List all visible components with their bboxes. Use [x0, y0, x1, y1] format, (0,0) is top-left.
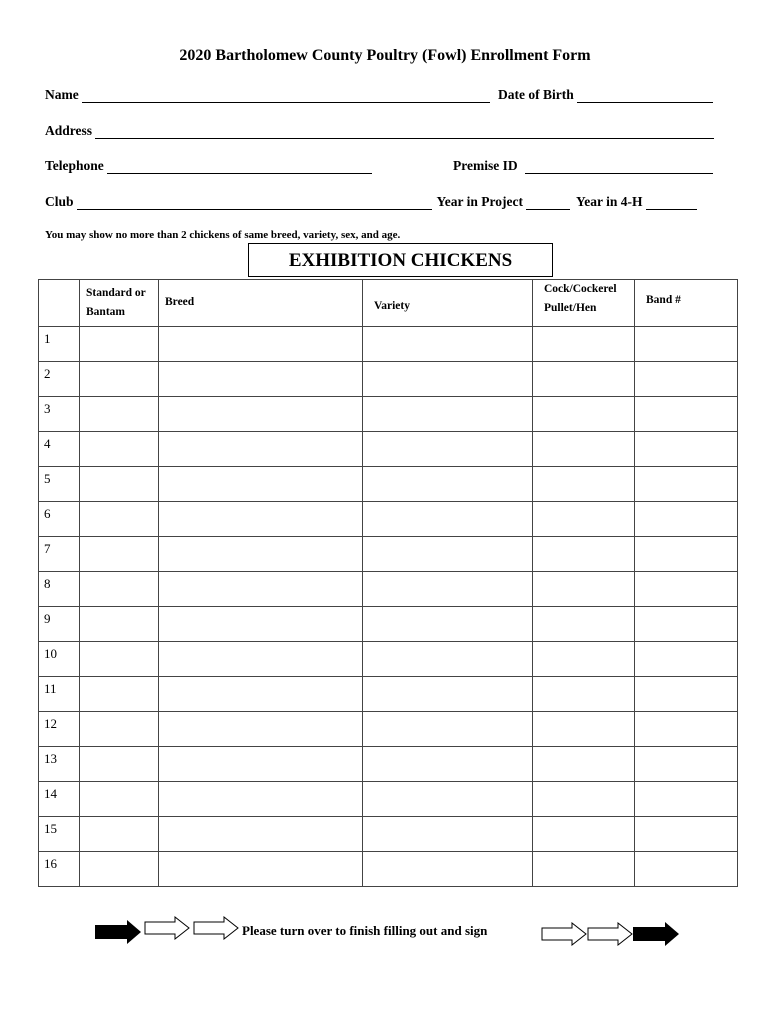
sex-cell[interactable]	[533, 432, 635, 467]
address-field[interactable]	[95, 124, 714, 139]
table-row	[39, 432, 738, 467]
club-row	[45, 194, 697, 210]
variety-cell[interactable]	[363, 817, 533, 852]
row-number: 9	[39, 607, 80, 642]
band-cell[interactable]	[635, 817, 738, 852]
standard-cell[interactable]	[80, 747, 159, 782]
solid-arrow-right-icon	[95, 920, 141, 944]
sex-cell[interactable]	[533, 607, 635, 642]
band-cell[interactable]	[635, 852, 738, 887]
row-number: 10	[39, 642, 80, 677]
sex-cell[interactable]	[533, 537, 635, 572]
dob-label: Date of Birth	[498, 87, 574, 102]
telephone-row	[45, 158, 372, 174]
standard-cell[interactable]	[80, 572, 159, 607]
sex-cell[interactable]	[533, 467, 635, 502]
standard-cell[interactable]	[80, 852, 159, 887]
page-title: 2020 Bartholomew County Poultry (Fowl) Enrollment Form	[179, 47, 591, 64]
table-row	[39, 607, 738, 642]
band-cell[interactable]	[635, 327, 738, 362]
variety-cell[interactable]	[363, 537, 533, 572]
club-label: Club	[45, 194, 74, 209]
telephone-field[interactable]	[107, 159, 372, 174]
breed-cell[interactable]	[159, 397, 363, 432]
band-cell[interactable]	[635, 397, 738, 432]
band-cell[interactable]	[635, 642, 738, 677]
band-cell[interactable]	[635, 782, 738, 817]
premise-label: Premise ID	[453, 158, 518, 173]
table-row	[39, 362, 738, 397]
band-cell[interactable]	[635, 712, 738, 747]
row-number: 6	[39, 502, 80, 537]
row-number: 12	[39, 712, 80, 747]
table-row	[39, 537, 738, 572]
sex-cell[interactable]	[533, 712, 635, 747]
band-cell[interactable]	[635, 677, 738, 712]
variety-cell[interactable]	[363, 572, 533, 607]
standard-cell[interactable]	[80, 467, 159, 502]
standard-cell[interactable]	[80, 397, 159, 432]
standard-cell[interactable]	[80, 327, 159, 362]
row-number: 5	[39, 467, 80, 502]
sex-cell[interactable]	[533, 852, 635, 887]
variety-cell[interactable]	[363, 432, 533, 467]
breed-cell[interactable]	[159, 327, 363, 362]
standard-cell[interactable]	[80, 677, 159, 712]
variety-cell[interactable]	[363, 327, 533, 362]
band-cell[interactable]	[635, 362, 738, 397]
row-number: 2	[39, 362, 80, 397]
variety-cell[interactable]	[363, 362, 533, 397]
col-header-band: Band #	[635, 280, 738, 327]
breed-cell[interactable]	[159, 607, 363, 642]
sex-cell[interactable]	[533, 782, 635, 817]
variety-cell[interactable]	[363, 677, 533, 712]
table-row	[39, 817, 738, 852]
dob-row	[498, 87, 713, 103]
table-row	[39, 467, 738, 502]
address-label: Address	[45, 123, 93, 138]
name-label: Name	[45, 87, 79, 102]
sex-cell[interactable]	[533, 572, 635, 607]
row-number: 8	[39, 572, 80, 607]
row-number: 14	[39, 782, 80, 817]
table-row	[39, 327, 738, 362]
limit-note: You may show no more than 2 chickens of same breed, variety, sex, and age.	[45, 229, 401, 241]
sex-cell[interactable]	[533, 362, 635, 397]
name-field[interactable]	[82, 88, 490, 103]
row-number: 11	[39, 677, 80, 712]
outline-arrow-right-icon	[587, 922, 633, 946]
variety-cell[interactable]	[363, 782, 533, 817]
breed-cell[interactable]	[159, 362, 363, 397]
standard-cell[interactable]	[80, 537, 159, 572]
breed-cell[interactable]	[159, 677, 363, 712]
breed-cell[interactable]	[159, 747, 363, 782]
year-4h-label: Year in 4-H	[576, 194, 643, 209]
outline-arrow-right-icon	[144, 916, 190, 940]
table-row	[39, 397, 738, 432]
variety-cell[interactable]	[363, 852, 533, 887]
col-header-sex: Cock/Cockerel Pullet/Hen	[533, 280, 635, 327]
telephone-label: Telephone	[45, 158, 104, 173]
variety-cell[interactable]	[363, 712, 533, 747]
breed-cell[interactable]	[159, 467, 363, 502]
sex-cell[interactable]	[533, 327, 635, 362]
band-cell[interactable]	[635, 747, 738, 782]
variety-cell[interactable]	[363, 502, 533, 537]
table-row	[39, 852, 738, 887]
premise-row	[453, 158, 713, 174]
row-number: 16	[39, 852, 80, 887]
premise-field[interactable]	[525, 159, 713, 174]
band-cell[interactable]	[635, 572, 738, 607]
row-number: 1	[39, 327, 80, 362]
col-header-standard: Standard or Bantam	[80, 280, 159, 327]
variety-cell[interactable]	[363, 642, 533, 677]
table-row	[39, 502, 738, 537]
breed-cell[interactable]	[159, 537, 363, 572]
breed-cell[interactable]	[159, 572, 363, 607]
outline-arrow-right-icon	[541, 922, 587, 946]
breed-cell[interactable]	[159, 817, 363, 852]
variety-cell[interactable]	[363, 467, 533, 502]
section-title: EXHIBITION CHICKENS	[248, 243, 553, 277]
footer	[95, 914, 695, 948]
dob-field[interactable]	[577, 88, 713, 103]
standard-cell[interactable]	[80, 432, 159, 467]
breed-cell[interactable]	[159, 502, 363, 537]
standard-cell[interactable]	[80, 607, 159, 642]
breed-cell[interactable]	[159, 712, 363, 747]
sex-cell[interactable]	[533, 817, 635, 852]
sex-cell[interactable]	[533, 677, 635, 712]
band-cell[interactable]	[635, 467, 738, 502]
solid-arrow-right-icon	[633, 922, 679, 946]
sex-cell[interactable]	[533, 747, 635, 782]
address-row	[45, 123, 714, 139]
year-project-label: Year in Project	[436, 194, 524, 209]
standard-cell[interactable]	[80, 817, 159, 852]
band-cell[interactable]	[635, 432, 738, 467]
club-field[interactable]	[77, 195, 432, 210]
col-header-variety: Variety	[363, 280, 533, 327]
variety-cell[interactable]	[363, 397, 533, 432]
standard-cell[interactable]	[80, 712, 159, 747]
breed-cell[interactable]	[159, 782, 363, 817]
sex-cell[interactable]	[533, 397, 635, 432]
row-number: 4	[39, 432, 80, 467]
variety-cell[interactable]	[363, 747, 533, 782]
table-row	[39, 677, 738, 712]
band-cell[interactable]	[635, 502, 738, 537]
name-row	[45, 87, 490, 103]
breed-cell[interactable]	[159, 852, 363, 887]
band-cell[interactable]	[635, 607, 738, 642]
variety-cell[interactable]	[363, 607, 533, 642]
col-header-breed: Breed	[159, 280, 363, 327]
table-row	[39, 712, 738, 747]
standard-cell[interactable]	[80, 782, 159, 817]
row-number: 15	[39, 817, 80, 852]
standard-cell[interactable]	[80, 502, 159, 537]
table-row	[39, 782, 738, 817]
table-row	[39, 747, 738, 782]
table-row	[39, 572, 738, 607]
sex-cell[interactable]	[533, 502, 635, 537]
outline-arrow-right-icon	[193, 916, 239, 940]
row-number: 3	[39, 397, 80, 432]
table-header-row	[39, 280, 738, 327]
col-header-number	[39, 280, 80, 327]
sex-cell[interactable]	[533, 642, 635, 677]
standard-cell[interactable]	[80, 642, 159, 677]
breed-cell[interactable]	[159, 432, 363, 467]
band-cell[interactable]	[635, 537, 738, 572]
standard-cell[interactable]	[80, 362, 159, 397]
footer-text: Please turn over to finish filling out and sign	[242, 923, 488, 938]
chickens-table	[38, 279, 738, 887]
row-number: 7	[39, 537, 80, 572]
row-number: 13	[39, 747, 80, 782]
year-project-field[interactable]	[526, 195, 570, 210]
table-row	[39, 642, 738, 677]
breed-cell[interactable]	[159, 642, 363, 677]
year-4h-field[interactable]	[646, 195, 697, 210]
